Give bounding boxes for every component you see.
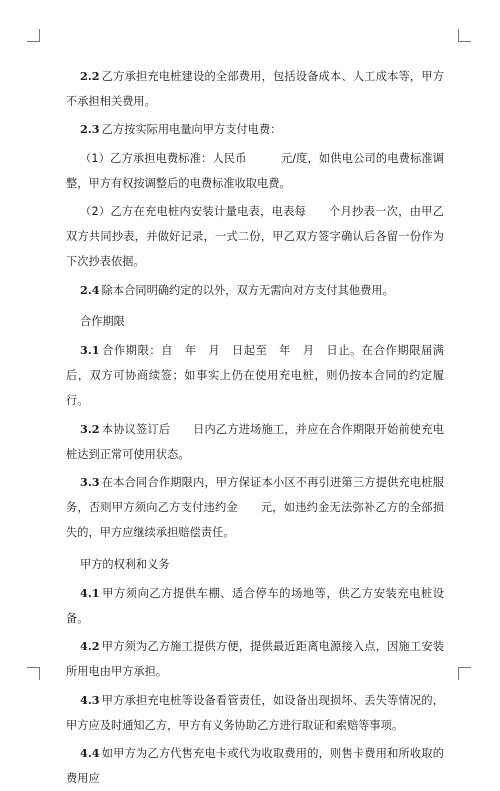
- clause-number: 4.2: [80, 639, 100, 654]
- clause-text: 如甲方为乙方代售充电卡或代为收取费用的，则售卡费用和所收取的费用应: [66, 747, 444, 786]
- clause-text: （1）乙方承担电费标准：人民币 元/度，如供电公司的电费标准调整，甲方有权按调整后的电费标准收取电费。: [66, 151, 444, 190]
- crop-mark-bottom-left: [27, 667, 40, 680]
- clause-text: 合作期限：自 年 月 日起至 年 月 日止。在合作期限届满后，双方可协商续签；如事实上仍在使用充电桩，则仍按本合同的约定履行。: [66, 344, 444, 408]
- document-body: [66, 64, 444, 791]
- clause-text: 甲方须为乙方施工提供方便，提供最近距离电源接入点，因施工安装所用电由甲方承担。: [66, 640, 444, 679]
- clause-4-1: [66, 581, 444, 631]
- clause-2-3-item-2: [66, 199, 444, 275]
- clause-text: 乙方承担充电桩建设的全部费用，包括设备成本、人工成本等，甲方不承担相关费用。: [66, 70, 444, 109]
- clause-2-3-item-1: [66, 146, 444, 196]
- crop-mark-bottom-right: [458, 667, 471, 680]
- clause-number: 4.3: [80, 692, 100, 707]
- clause-number: 3.1: [80, 343, 100, 358]
- clause-number: 4.4: [80, 746, 100, 761]
- clause-2-3: [66, 117, 444, 142]
- clause-number: 2.4: [80, 282, 100, 297]
- clause-number: 2.2: [80, 69, 100, 83]
- clause-3-3: [66, 470, 444, 546]
- clause-text: 甲方须向乙方提供车棚、适合停车的场地等，供乙方安装充电桩设备。: [66, 586, 444, 626]
- section-heading-party-a: 甲方的权利和义务: [80, 557, 170, 571]
- clause-2-2: [66, 64, 444, 114]
- clause-4-4: [66, 741, 444, 791]
- clause-text: 除本合同明确约定的以外，双方无需向对方支付其他费用。: [101, 283, 394, 297]
- crop-mark-top-right: [458, 29, 471, 42]
- section-heading-term: 合作期限: [80, 314, 125, 328]
- clause-2-4: [66, 278, 444, 303]
- clause-text: 本协议签订后 日内乙方进场施工，并应在合作期限开始前使充电桩达到正常可使用状态。: [66, 422, 444, 461]
- crop-mark-top-left: [27, 29, 40, 42]
- clause-number: 2.3: [80, 122, 100, 137]
- clause-text: 甲方承担充电桩等设备看管责任，如设备出现损坏、丢失等情况的，甲方应及时通知乙方，甲方有义务协助乙方进行取证和索赔等事项。: [66, 693, 444, 732]
- clause-number: 3.3: [80, 475, 100, 490]
- clause-3-1: [66, 338, 444, 414]
- clause-3-2: [66, 417, 444, 467]
- clause-text: 乙方按实际用电量向甲方支付电费：: [101, 123, 282, 137]
- clause-text: 在本合同合作期限内，甲方保证本小区不再引进第三方提供充电桩服务，否则甲方须向乙方支付违约金 元，如违约金无法弥补乙方的全部损失的，甲方应继续承担赔偿责任。: [66, 476, 444, 540]
- clause-number: 3.2: [80, 421, 100, 436]
- clause-4-2: [66, 634, 444, 684]
- clause-text: （2）乙方在充电桩内安装计量电表，电表每 个月抄表一次，由甲乙双方共同抄表，并做好记录，一式二份，甲乙双方签字确认后各留一份作为下次抄表依据。: [66, 205, 444, 269]
- clause-number: 4.1: [80, 585, 100, 600]
- clause-4-3: [66, 688, 444, 738]
